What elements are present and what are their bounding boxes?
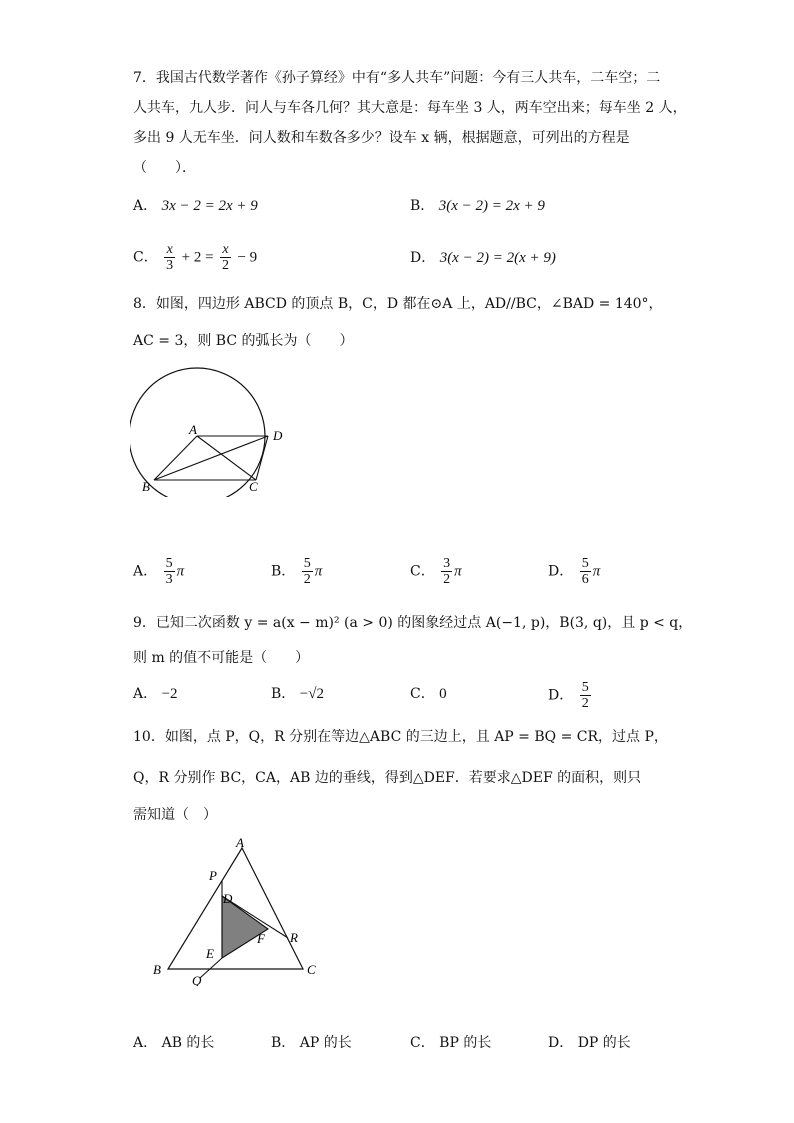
q8-option-b-fraction bbox=[302, 556, 313, 587]
segment-ab bbox=[154, 436, 197, 480]
fraction-denominator: 3 bbox=[165, 572, 173, 587]
q10-option-d[interactable] bbox=[548, 1033, 631, 1053]
q7-option-d-label: D． bbox=[410, 250, 436, 266]
q7-option-c-fraction-1 bbox=[164, 242, 175, 273]
q9-option-c-text: 0 bbox=[439, 686, 447, 702]
fraction-denominator: 2 bbox=[443, 572, 451, 587]
q10-option-c-text: BP 的长 bbox=[439, 1035, 492, 1051]
q9-option-c-label: C． bbox=[410, 686, 435, 702]
pi-symbol: π bbox=[454, 563, 462, 580]
segment-bd bbox=[154, 436, 268, 480]
q8-option-a-label: A． bbox=[133, 563, 158, 580]
label-d: D bbox=[273, 428, 283, 443]
q10-line-1: 10．如图，点 P，Q，R 分别在等边△ABC 的三边上，且 AP = BQ = CR，过点 P， bbox=[133, 729, 668, 745]
q8-option-c[interactable] bbox=[410, 556, 462, 587]
label-r: R bbox=[290, 930, 298, 945]
q8-circle-figure bbox=[130, 362, 290, 497]
fraction-numerator: 3 bbox=[443, 556, 451, 571]
q8-option-a-fraction bbox=[164, 556, 175, 587]
q8-option-d-fraction bbox=[580, 556, 591, 587]
q10-option-c[interactable] bbox=[410, 1033, 491, 1053]
q10-option-b-label: B． bbox=[271, 1035, 296, 1051]
label-p: P bbox=[209, 868, 217, 883]
q9-line-1: 9．已知二次函数 y = a(x − m)² (a > 0) 的图象经过点 A(−1, p)，B(3, q)，且 p < q， bbox=[133, 615, 693, 631]
label-a: A bbox=[189, 422, 197, 437]
q8-option-b-label: B． bbox=[271, 563, 296, 580]
label-q: Q bbox=[192, 973, 202, 986]
q7-option-a[interactable] bbox=[133, 196, 258, 216]
q7-option-d[interactable] bbox=[410, 248, 556, 268]
fraction-numerator: x bbox=[220, 242, 231, 258]
q7-option-b[interactable] bbox=[410, 196, 545, 216]
q8-option-d-label: D． bbox=[548, 563, 574, 580]
label-f: F bbox=[257, 931, 265, 946]
q9-option-d-fraction bbox=[580, 680, 591, 711]
q7-option-c-end: − 9 bbox=[237, 249, 258, 266]
q8-option-a[interactable] bbox=[133, 556, 184, 587]
q7-line-1: 7．我国古代数学著作《孙子算经》中有“多人共车”问题：今有三人共车，二车空；二 bbox=[133, 70, 661, 86]
q9-option-c[interactable] bbox=[410, 684, 447, 704]
q10-line-2: Q，R 分别作 BC，CA，AB 边的垂线，得到△DEF．若要求△DEF 的面积，则只 bbox=[133, 770, 642, 786]
perpendicular-from-q bbox=[200, 958, 222, 978]
segment-ac bbox=[197, 436, 256, 480]
q9-option-d[interactable] bbox=[548, 680, 593, 711]
fraction-denominator: 6 bbox=[581, 572, 589, 587]
q7-option-b-text: 3(x − 2) = 2x + 9 bbox=[438, 198, 545, 214]
q7-option-c-middle: + 2 = bbox=[181, 249, 214, 266]
pi-symbol: π bbox=[592, 563, 601, 580]
q9-option-a-text: −2 bbox=[161, 686, 178, 702]
q10-option-d-label: D． bbox=[548, 1035, 574, 1051]
label-c: C bbox=[307, 962, 316, 977]
q10-triangle-figure bbox=[148, 836, 328, 986]
label-d: D bbox=[223, 891, 233, 906]
pi-symbol: π bbox=[176, 563, 185, 580]
fraction-numerator: x bbox=[164, 242, 175, 258]
label-a: A bbox=[236, 836, 244, 850]
fraction-denominator: 2 bbox=[303, 572, 311, 587]
q10-option-c-label: C． bbox=[410, 1035, 435, 1051]
fraction-numerator: 5 bbox=[303, 556, 311, 571]
fraction-numerator: 5 bbox=[581, 680, 589, 695]
q10-line-3: 需知道（ ） bbox=[133, 807, 217, 823]
q8-option-b[interactable] bbox=[271, 556, 322, 587]
q7-line-3: 多出 9 人无车坐．问人数和车数各多少？设车 x 辆，根据题意，可列出的方程是 bbox=[133, 130, 630, 146]
q7-option-c-fraction-2 bbox=[220, 242, 231, 273]
circle-a bbox=[130, 368, 265, 497]
q7-line-2: 人共车，九人步．问人与车各几何？其大意是：每车坐 3 人，两车空出来；每车坐 2 人， bbox=[133, 100, 687, 116]
q9-line-2: 则 m 的值不可能是（ ） bbox=[133, 650, 310, 666]
q9-option-b[interactable] bbox=[271, 684, 324, 704]
q10-option-d-text: DP 的长 bbox=[577, 1035, 631, 1051]
q8-option-c-label: C． bbox=[410, 563, 435, 580]
q10-option-a-text: AB 的长 bbox=[161, 1035, 215, 1051]
q7-line-4: （ ）． bbox=[133, 160, 196, 176]
fraction-denominator: 2 bbox=[222, 258, 229, 273]
q9-option-a-label: A． bbox=[133, 686, 158, 702]
q7-option-a-label: A． bbox=[133, 198, 158, 214]
segment-cd bbox=[256, 436, 268, 480]
q7-option-b-label: B． bbox=[410, 198, 435, 214]
fraction-denominator: 2 bbox=[581, 696, 589, 711]
q10-option-b[interactable] bbox=[271, 1033, 352, 1053]
q10-option-a[interactable] bbox=[133, 1033, 214, 1053]
pi-symbol: π bbox=[314, 563, 323, 580]
q8-option-c-fraction bbox=[441, 556, 452, 587]
q10-option-a-label: A． bbox=[133, 1035, 158, 1051]
q8-line-2: AC = 3，则 BC 的弧长为（ ） bbox=[133, 333, 354, 349]
q10-option-b-text: AP 的长 bbox=[299, 1035, 352, 1051]
label-e: E bbox=[206, 946, 214, 961]
q9-option-b-label: B． bbox=[271, 686, 296, 702]
fraction-numerator: 5 bbox=[581, 556, 589, 571]
label-b: B bbox=[153, 962, 161, 977]
fraction-numerator: 5 bbox=[165, 556, 173, 571]
q7-option-a-text: 3x − 2 = 2x + 9 bbox=[161, 198, 258, 214]
q8-option-d[interactable] bbox=[548, 556, 600, 587]
q9-option-a[interactable] bbox=[133, 684, 178, 704]
q8-line-1: 8．如图，四边形 ABCD 的顶点 B，C，D 都在⊙A 上，AD//BC，∠BAD = 140°， bbox=[133, 296, 663, 312]
q9-option-d-label: D． bbox=[548, 687, 574, 704]
label-b: B bbox=[142, 479, 150, 494]
q9-option-b-text: −√2 bbox=[299, 686, 324, 702]
q7-option-c-label: C． bbox=[133, 249, 158, 266]
fraction-denominator: 3 bbox=[166, 258, 174, 273]
label-c: C bbox=[249, 479, 258, 494]
q7-option-d-text: 3(x − 2) = 2(x + 9) bbox=[439, 250, 556, 266]
q7-option-c[interactable] bbox=[133, 242, 257, 273]
